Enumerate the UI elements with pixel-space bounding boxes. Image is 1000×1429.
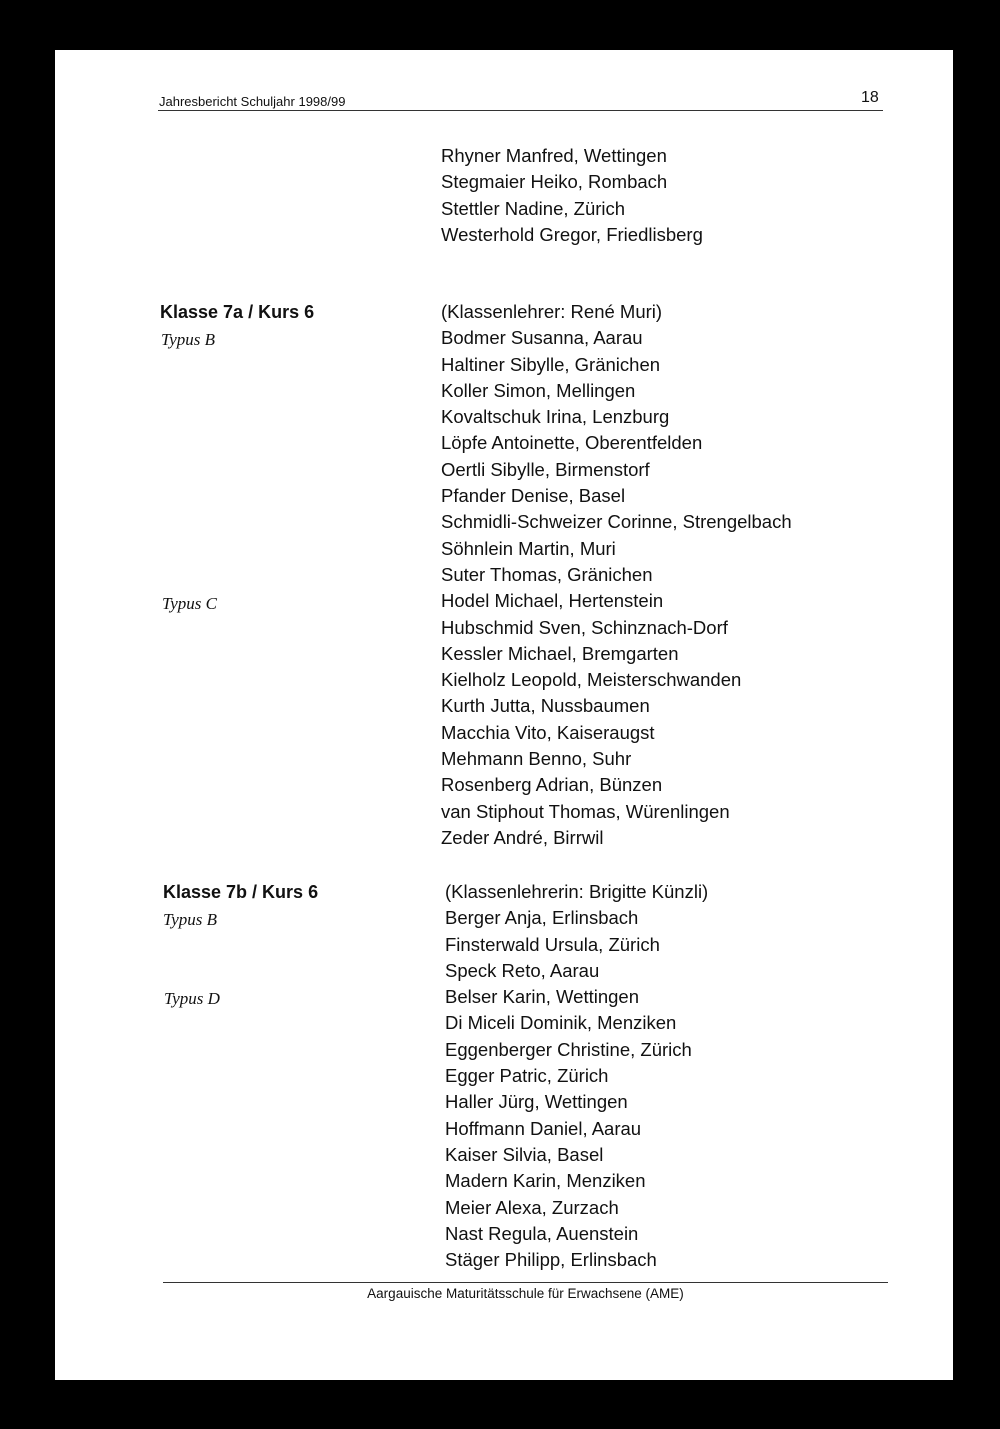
list-item: Finsterwald Ursula, Zürich: [445, 933, 660, 955]
continued-name-list: [441, 143, 703, 248]
list-item: Stettler Nadine, Zürich: [441, 197, 626, 219]
header-title: Jahresbericht Schuljahr 1998/99: [159, 94, 346, 109]
class-7b-title: Klasse 7b / Kurs 6: [163, 882, 319, 902]
list-item: Macchia Vito, Kaiseraugst: [441, 721, 655, 743]
list-item: Haltiner Sibylle, Gränichen: [441, 353, 661, 375]
list-item: Rosenberg Adrian, Bünzen: [441, 774, 663, 796]
class-7b-name-list: [445, 879, 708, 1273]
list-item: Haller Jürg, Wettingen: [445, 1091, 628, 1113]
class-7b-typus-d: Typus D: [164, 989, 220, 1008]
list-item: Speck Reto, Aarau: [445, 959, 600, 981]
list-item: Kovaltschuk Irina, Lenzburg: [441, 406, 670, 428]
class-7a-typus-b: Typus B: [161, 330, 215, 349]
document-page: [55, 50, 953, 1380]
list-item: Suter Thomas, Gränichen: [441, 563, 653, 585]
list-item: Stäger Philipp, Erlinsbach: [445, 1249, 657, 1271]
list-item: Söhnlein Martin, Muri: [441, 537, 616, 559]
list-item: Pfander Denise, Basel: [441, 485, 626, 507]
list-item: Schmidli-Schweizer Corinne, Strengelbach: [441, 511, 792, 533]
list-item: Eggenberger Christine, Zürich: [445, 1038, 692, 1060]
list-item: Löpfe Antoinette, Oberentfelden: [441, 432, 703, 454]
list-item: Nast Regula, Auenstein: [445, 1222, 639, 1244]
list-item: Zeder André, Birrwil: [441, 826, 604, 848]
header-divider: [158, 110, 883, 111]
class-teacher: (Klassenlehrer: René Muri): [441, 301, 663, 322]
list-item: Bodmer Susanna, Aarau: [441, 327, 643, 349]
list-item: Meier Alexa, Zurzach: [445, 1196, 619, 1218]
class-7a-typus-c: Typus C: [162, 594, 217, 613]
list-item: Kessler Michael, Bremgarten: [441, 642, 679, 664]
list-item: Westerhold Gregor, Friedlisberg: [441, 223, 703, 245]
list-item: Kaiser Silvia, Basel: [445, 1143, 604, 1165]
class-7a-name-list: [441, 299, 792, 851]
list-item: Di Miceli Dominik, Menziken: [445, 1012, 677, 1034]
class-7a-title: Klasse 7a / Kurs 6: [160, 302, 315, 322]
list-item: Hubschmid Sven, Schinznach-Dorf: [441, 616, 728, 638]
list-item: Stegmaier Heiko, Rombach: [441, 171, 668, 193]
list-item: Oertli Sibylle, Birmenstorf: [441, 458, 650, 480]
footer-divider: [163, 1282, 888, 1283]
list-item: Koller Simon, Mellingen: [441, 379, 636, 401]
footer-text: Aargauische Maturitätsschule für Erwachsene (AME): [367, 1286, 684, 1301]
list-item: Belser Karin, Wettingen: [445, 986, 640, 1008]
list-item: Kurth Jutta, Nussbaumen: [441, 695, 650, 717]
list-item: Hodel Michael, Hertenstein: [441, 590, 664, 612]
list-item: Hoffmann Daniel, Aarau: [445, 1117, 642, 1139]
list-item: Kielholz Leopold, Meisterschwanden: [441, 669, 742, 691]
list-item: van Stiphout Thomas, Würenlingen: [441, 800, 730, 822]
list-item: Madern Karin, Menziken: [445, 1170, 646, 1192]
class-7b-typus-b: Typus B: [163, 910, 217, 929]
list-item: Egger Patric, Zürich: [445, 1065, 609, 1087]
page-number: 18: [861, 89, 879, 106]
list-item: Mehmann Benno, Suhr: [441, 748, 632, 770]
class-teacher: (Klassenlehrerin: Brigitte Künzli): [445, 881, 709, 902]
list-item: Rhyner Manfred, Wettingen: [441, 145, 667, 166]
list-item: Berger Anja, Erlinsbach: [445, 907, 639, 929]
